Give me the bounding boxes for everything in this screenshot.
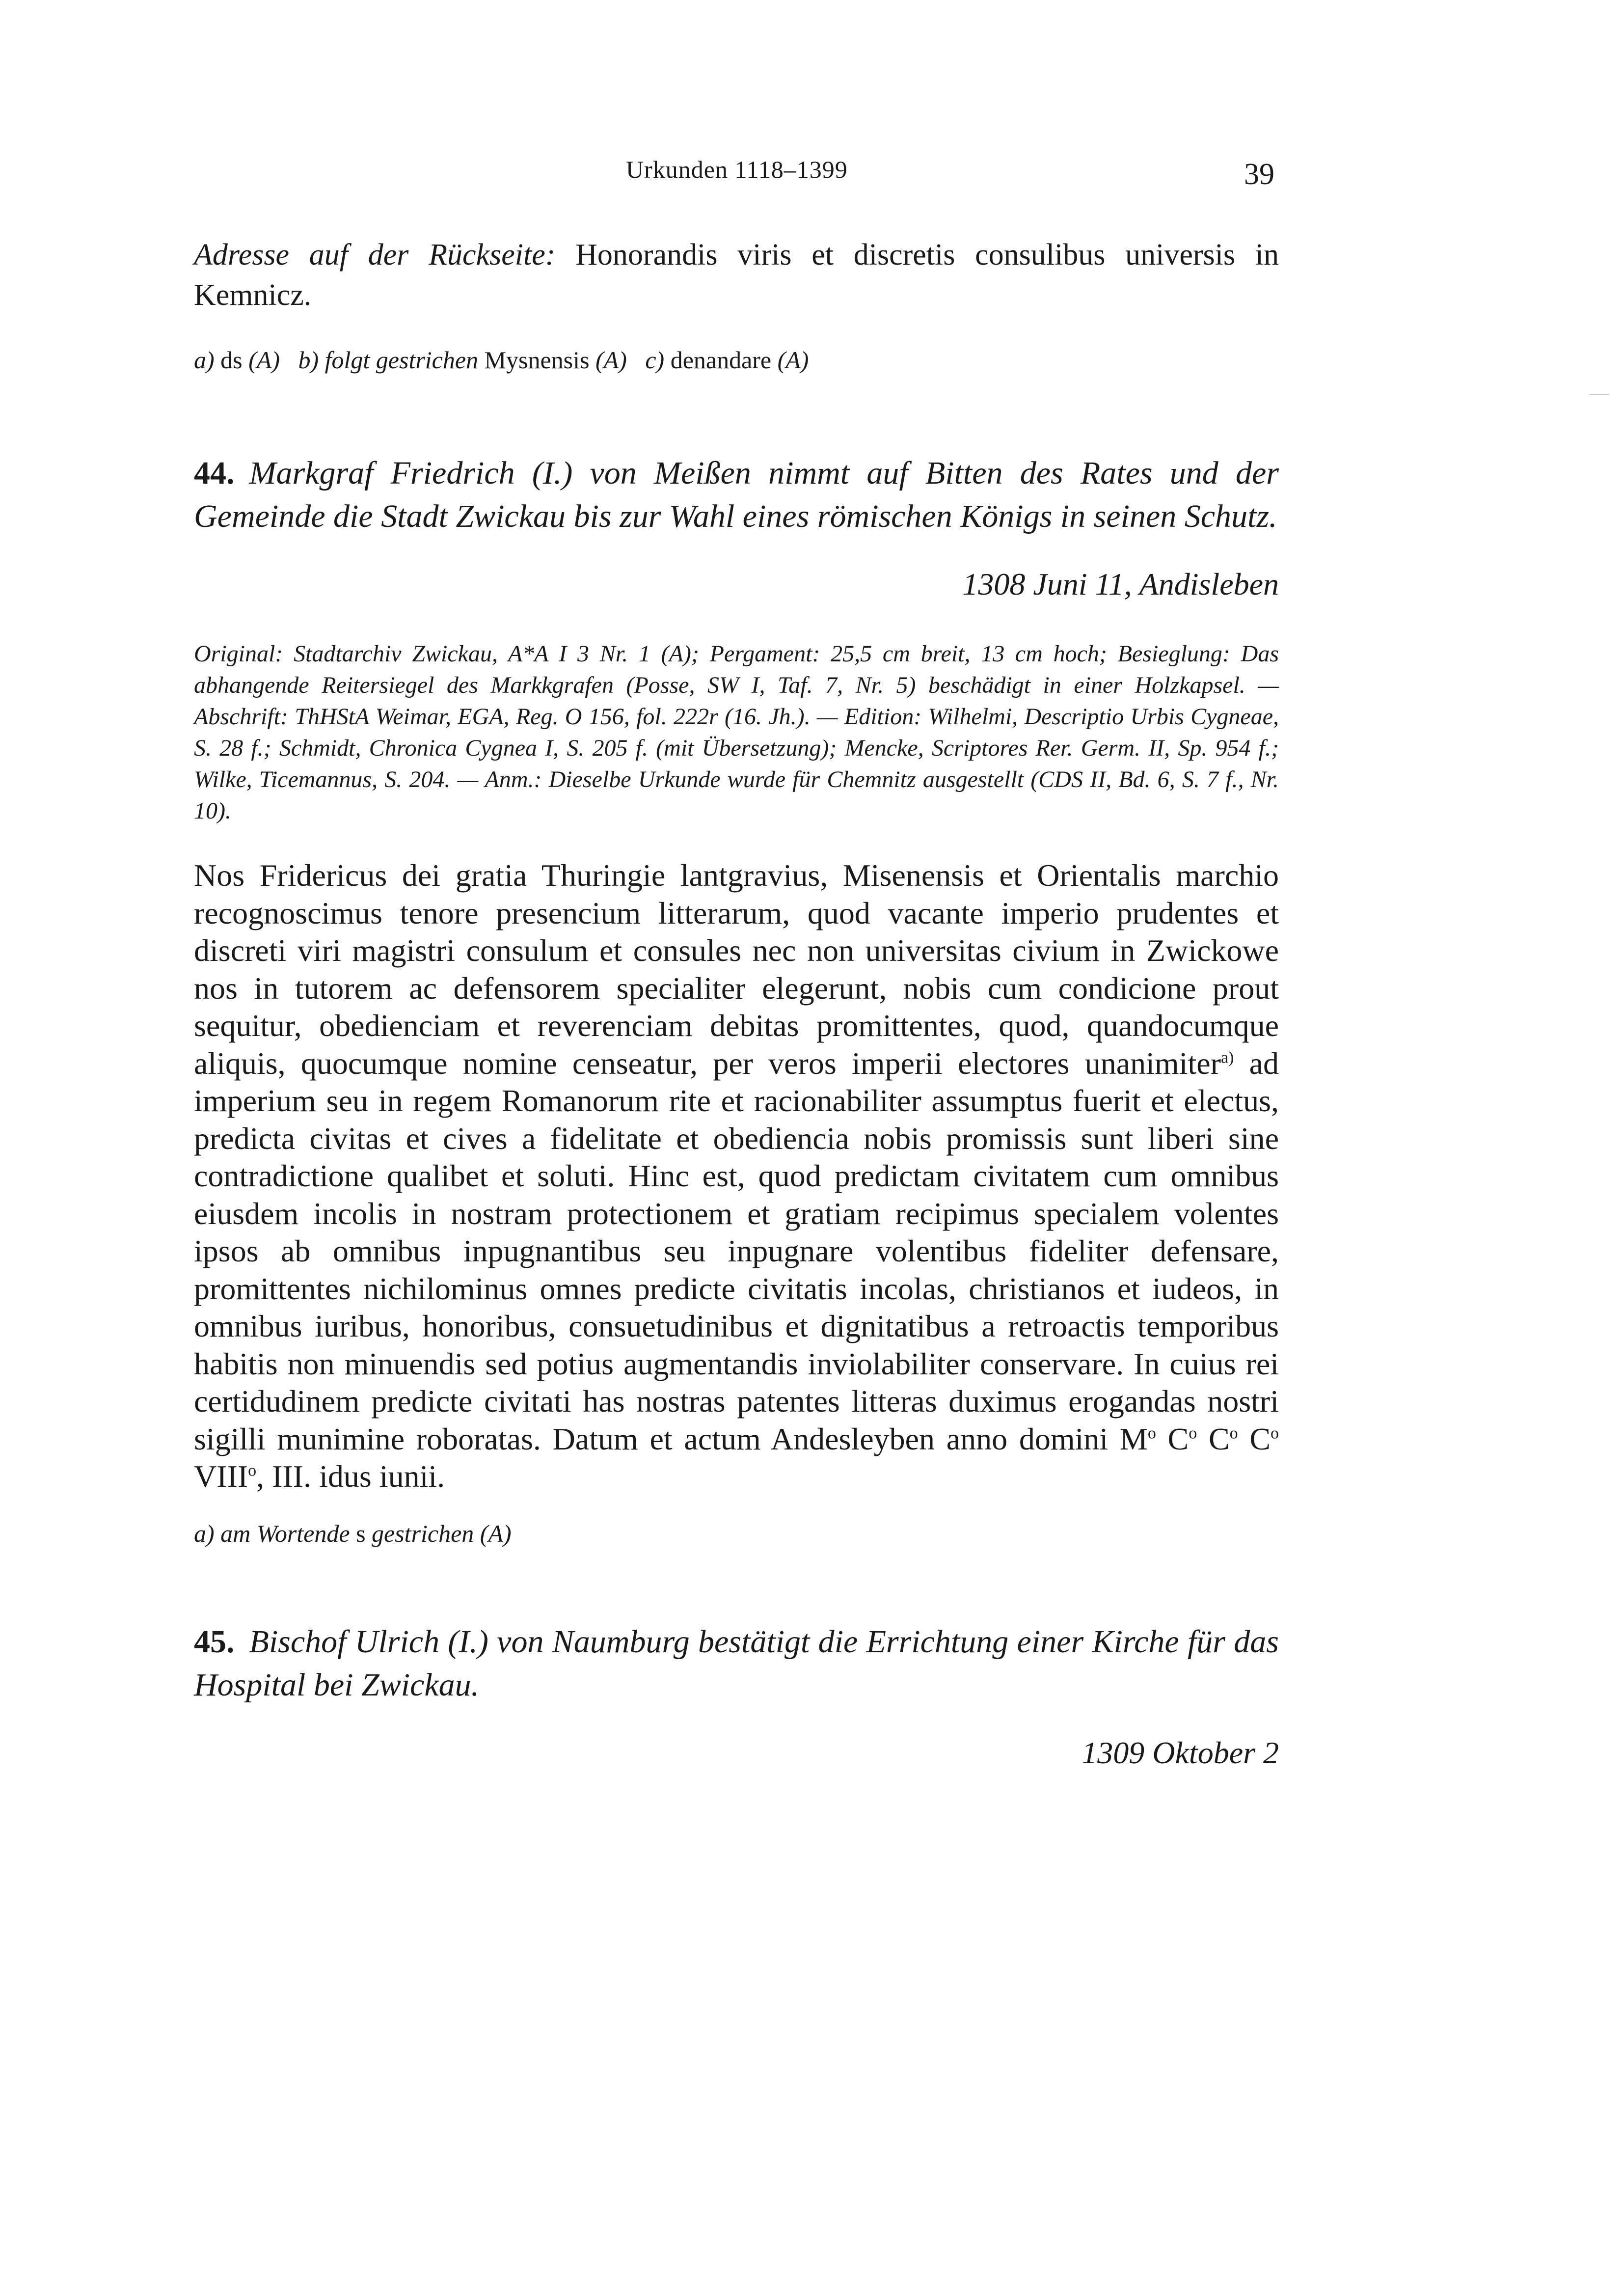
- address-note: [194, 235, 1279, 315]
- note-mark: a): [194, 346, 215, 374]
- year-superscript: o: [1189, 1424, 1197, 1443]
- address-text: Honorandis viris et discretis consulibus universis in Kemnicz.: [194, 238, 1279, 312]
- year-superscript: o: [248, 1461, 257, 1480]
- note-text: Mysnensis: [484, 346, 590, 374]
- entry-44-heading: [194, 452, 1279, 538]
- apparatus-notes-44: [194, 1517, 1279, 1550]
- running-head: Urkunden 1118–1399: [626, 156, 848, 183]
- margin-mark: [1590, 394, 1609, 395]
- entry-44-date: 1308 Juni 11, Andisleben: [962, 567, 1279, 601]
- charter-text-part3: , III. idus iunii.: [256, 1459, 445, 1494]
- note-mark: a) am Wortende: [194, 1520, 350, 1547]
- note-mark: b) folgt gestrichen: [298, 346, 479, 374]
- year-superscript: o: [1229, 1424, 1238, 1443]
- charter-text-part1: Nos Fridericus dei gratia Thuringie lantgravius, Misenensis et Orientalis marchio recognoscimus tenore presencium litterarum, quod vacante imperio prudentes et discreti viri magistri consulum et consules nec non universitas civium in Zwickowe nos in tutorem ac defensorem specialiter elegerunt, nobis cum condicione prout sequitur, obedienciam et reverenciam debitas promittentes, quod, quandocumque aliquis, quocumque nomine censeatur, per veros imperii electores unanimiter: [194, 858, 1279, 1081]
- year-c: C: [1197, 1421, 1230, 1456]
- note-suffix: gestrichen (A): [372, 1520, 512, 1547]
- charter-text-part2: ad imperium seu in regem Romanorum rite et racionabiliter assumptus fuerit et electus, predicta civitas et cives a fidelitate et obediencia nobis promissis sunt liberi sine contradictione qualibet et soluti. Hinc est, quod predictam civitatem cum omnibus eiusdem incolis in nostram protectionem et gratiam recipimus specialem volentes ipsos ab omnibus inpugnantibus seu inpugnare volentibus fideliter defensare, promittentes nichilominus omnes predicte civitatis incolas, christianos et iudeos, in omnibus iuribus, honoribus, consuetudinibus et dignitatibus a retroactis temporibus habitis non minuendis sed potius augmentandis inviolabiliter conservare. In cuius rei certidudinem predicte civitati has nostras patentes litteras duximus erogandas nostri sigilli munimine roboratas. Datum et actum Andesleyben anno domini M: [194, 1045, 1279, 1456]
- note-suffix: (A): [595, 346, 627, 374]
- note-mark: c): [645, 346, 665, 374]
- page-number: 39: [1244, 158, 1274, 191]
- year-c: C: [1238, 1421, 1271, 1456]
- entry-45-heading: [194, 1620, 1279, 1707]
- note-text: denandare: [670, 346, 772, 374]
- entry-44-charter-text: [194, 857, 1279, 1496]
- entry-title: Bischof Ulrich (I.) von Naumburg bestätigt die Errichtung einer Kirche für das Hospital bei Zwickau.: [194, 1624, 1279, 1703]
- note-text: ds: [220, 346, 243, 374]
- address-label: Adresse auf der Rückseite:: [194, 238, 556, 272]
- year-superscript: o: [1147, 1424, 1156, 1443]
- entry-number: 44.: [194, 455, 235, 491]
- year-c: C: [1156, 1421, 1189, 1456]
- year-viii: VIII: [194, 1459, 248, 1494]
- note-suffix: (A): [248, 346, 280, 374]
- note-suffix: (A): [777, 346, 809, 374]
- entry-44-sources: Original: Stadtarchiv Zwickau, A*A I 3 Nr. 1 (A); Pergament: 25,5 cm breit, 13 cm hoch; Besieglung: Das abhangende Reitersiegel des Markkgrafen (Posse, SW I, Taf. 7, Nr. 5) beschädigt in einer Holzkapsel. — Abschrift: ThHStA Weimar, EGA, Reg. O 156, fol. 222r (16. Jh.). — Edition: Wilhelmi, Descriptio Urbis Cygneae, S. 28 f.; Schmidt, Chronica Cygnea I, S. 205 f. (mit Übersetzung); Mencke, Scriptores Rer. Germ. II, Sp. 954 f.; Wilke, Ticemannus, S. 204. — Anm.: Dieselbe Urkunde wurde für Chemnitz ausgestellt (CDS II, Bd. 6, S. 7 f., Nr. 10).: [194, 641, 1279, 824]
- note-text: s: [356, 1520, 366, 1547]
- entry-title: Markgraf Friedrich (I.) von Meißen nimmt auf Bitten des Rates und der Gemeinde die Stadt Zwickau bis zur Wahl eines römischen Königs in seinen Schutz.: [194, 455, 1279, 534]
- entry-number: 45.: [194, 1624, 235, 1660]
- entry-45-date: 1309 Oktober 2: [1082, 1735, 1279, 1770]
- footnote-mark: a): [1220, 1048, 1234, 1067]
- apparatus-notes-43: [194, 344, 1279, 376]
- year-superscript: o: [1271, 1424, 1279, 1443]
